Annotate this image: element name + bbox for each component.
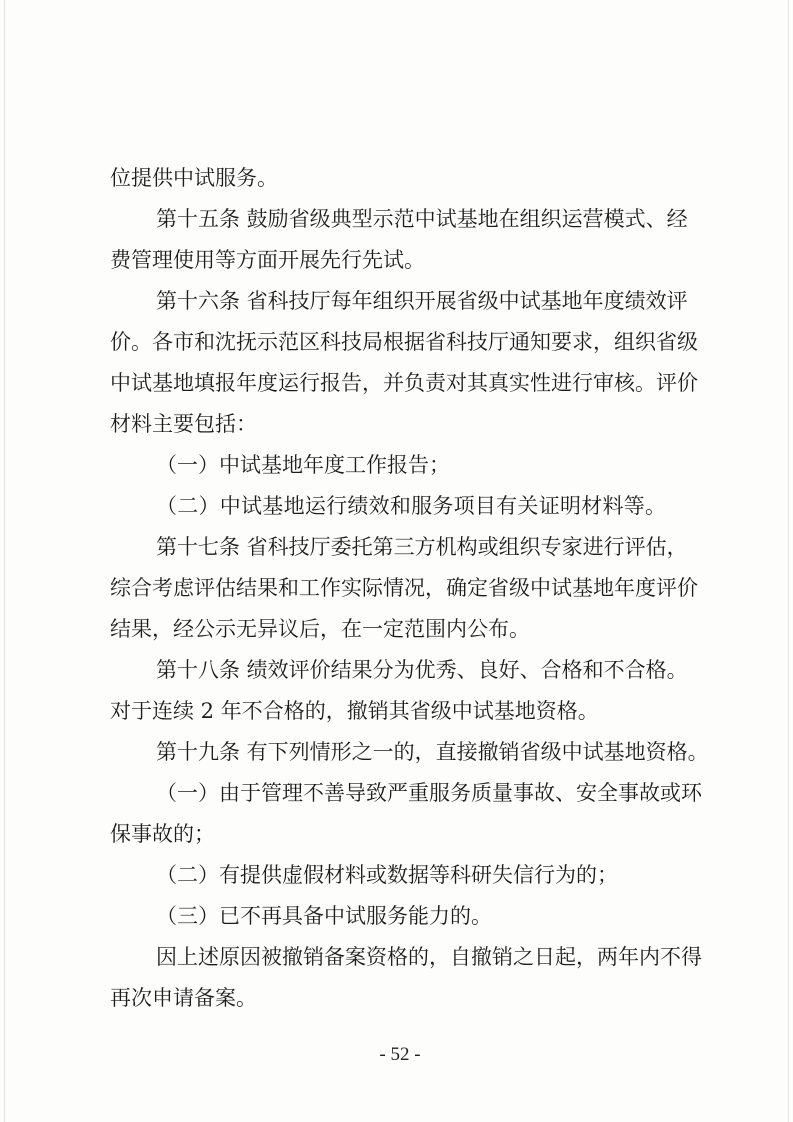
text-line-12: 结果，经公示无异议后，在一定范围内公布。 (110, 617, 530, 641)
text-line-20: 因上述原因被撤销备案资格的，自撤销之日起，两年内不得 (156, 945, 702, 969)
list-item-5: （三）已不再具备中试服务能力的。 (156, 904, 492, 928)
text-line-17: 保事故的； (110, 822, 215, 846)
article-16-heading-line: 第十六条 省科技厅每年组织开展省级中试基地年度绩效评 (156, 289, 688, 313)
page-number: - 52 - (379, 1044, 421, 1065)
list-item-2: （二）中试基地运行绩效和服务项目有关证明材料等。 (156, 494, 666, 518)
text-line-5: 价。各市和沈抚示范区科技局根据省科技厅通知要求，组织省级 (110, 330, 698, 354)
text-line-21: 再次申请备案。 (110, 986, 257, 1010)
page-edge-right (788, 0, 789, 1122)
text-line-11: 综合考虑评估结果和工作实际情况，确定省级中试基地年度评价 (110, 576, 698, 600)
article-15-heading-line: 第十五条 鼓励省级典型示范中试基地在组织运营模式、经 (156, 207, 688, 231)
article-19-heading-line: 第十九条 有下列情形之一的，直接撤销省级中试基地资格。 (156, 740, 709, 764)
list-item-1: （一）中试基地年度工作报告； (156, 453, 450, 477)
list-item-3: （一）由于管理不善导致严重服务质量事故、安全事故或环 (156, 781, 702, 805)
article-17-heading-line: 第十七条 省科技厅委托第三方机构或组织专家进行评估， (156, 535, 688, 559)
text-line-1: 位提供中试服务。 (110, 166, 278, 190)
list-item-4: （二）有提供虚假材料或数据等科研失信行为的； (156, 863, 618, 887)
text-line-7: 材料主要包括： (110, 412, 257, 436)
text-line-14: 对于连续 2 年不合格的，撤销其省级中试基地资格。 (110, 699, 599, 723)
page-edge-left (4, 0, 5, 1122)
text-line-6: 中试基地填报年度运行报告，并负责对其真实性进行审核。评价 (110, 371, 698, 395)
text-line-3: 费管理使用等方面开展先行先试。 (110, 248, 425, 272)
article-18-heading-line: 第十八条 绩效评价结果分为优秀、良好、合格和不合格。 (156, 658, 688, 682)
